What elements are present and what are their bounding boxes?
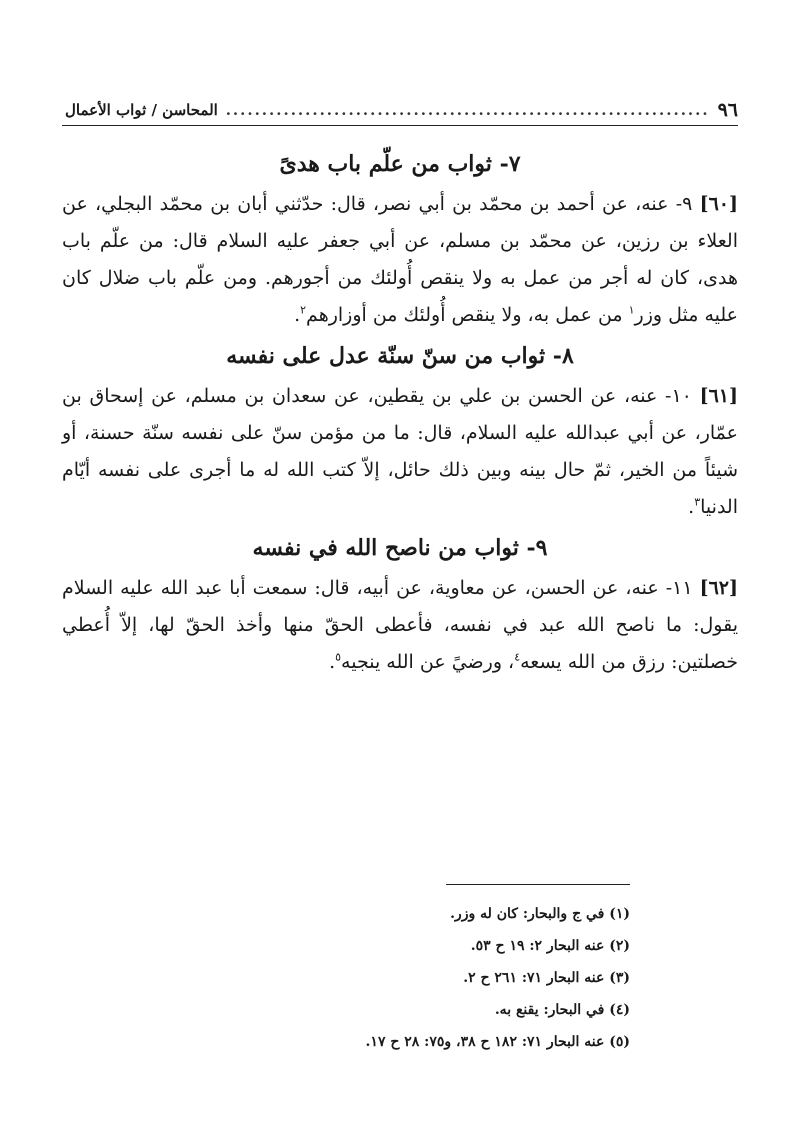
- leader-dots: [226, 101, 710, 119]
- footnote-ref[interactable]: ٥: [335, 650, 342, 664]
- hadith-number: [٦١]: [699, 385, 738, 407]
- hadith-number: [٦٠]: [699, 193, 739, 215]
- main-text: [62, 142, 738, 681]
- sentence-end: .: [688, 496, 695, 518]
- hadith-text: ، ورضيً عن الله ينجيه: [341, 651, 515, 673]
- footnote-ref[interactable]: ٣: [694, 495, 701, 509]
- footnote: (٣) عنه البحار ٧١: ٢٦١ ح ٢.: [463, 970, 630, 986]
- running-title: المحاسن / ثواب الأعمال: [65, 101, 218, 119]
- footnote: (٥) عنه البحار ٧١: ١٨٢ ح ٣٨، و٧٥: ٢٨ ح ١٧.: [365, 1034, 630, 1050]
- hadith-text: من عمل به، ولا ينقص أُولئك من أوزارهم: [306, 304, 629, 326]
- section-heading: ٨- ثواب من سنّ سنّة عدل على نفسه: [226, 343, 574, 369]
- footnote-rule: [446, 884, 630, 885]
- footnote: (٢) عنه البحار ٢: ١٩ ح ٥٣.: [470, 938, 630, 954]
- footnote: (٤) في البحار: يقنع به.: [494, 1002, 630, 1018]
- header-rule: [62, 125, 738, 126]
- sentence-end: .: [329, 651, 336, 673]
- hadith-text: ٩- عنه، عن أحمد بن محمّد بن أبي نصر، قال: حدّثني أبان بن محمّد البجلي، عن العلاء بن رزين، عن محمّد بن مسلم، عن أبي جعفر عليه السلام قال: من علّم باب هدى، كان له أجر من عمل به ولا ينقص أُولئك من أجورهم. ومن علّم باب ضلال كان عليه مثل وزر: [62, 193, 738, 326]
- section-heading: ٧- ثواب من علّم باب هدىً: [279, 151, 521, 177]
- footnote-ref[interactable]: ٤: [514, 650, 521, 664]
- hadith-paragraph: [62, 378, 738, 526]
- hadith-text: ١٠- عنه، عن الحسن بن علي بن يقطين، عن سعدان بن مسلم، عن إسحاق بن عمّار، عن أبي عبدالله عليه السلام، قال: ما من مؤمن سنّ على نفسه سنّة حسنة، أو شيئاً من الخير، ثمّ حال بينه وبين ذلك حائل، إلاّ كتب الله له ما أجرى على نفسه أيّام الدنيا: [62, 385, 738, 518]
- hadith-paragraph: [62, 186, 738, 334]
- hadith-text: ١١- عنه، عن الحسن، عن معاوية، عن أبيه، قال: سمعت أبا عبد الله عليه السلام يقول: ما ناصح الله عبد في نفسه، فأعطى الحقّ منها وأخذ الحقّ لها، إلاّ أُعطي خصلتين: رزق من الله يسعه: [62, 577, 738, 673]
- running-header: [65, 98, 738, 122]
- footnote: (١) في ج والبحار: كان له وزر.: [450, 906, 630, 922]
- section-heading: ٩- ثواب من ناصح الله في نفسه: [252, 535, 548, 561]
- footnote-ref[interactable]: ١: [628, 303, 635, 317]
- page-number: ٩٦: [717, 99, 738, 121]
- hadith-paragraph: [62, 570, 738, 681]
- hadith-number: [٦٢]: [699, 577, 738, 599]
- footnotes: [120, 898, 630, 1058]
- footnote-ref[interactable]: ٢: [300, 303, 307, 317]
- sentence-end: .: [294, 304, 301, 326]
